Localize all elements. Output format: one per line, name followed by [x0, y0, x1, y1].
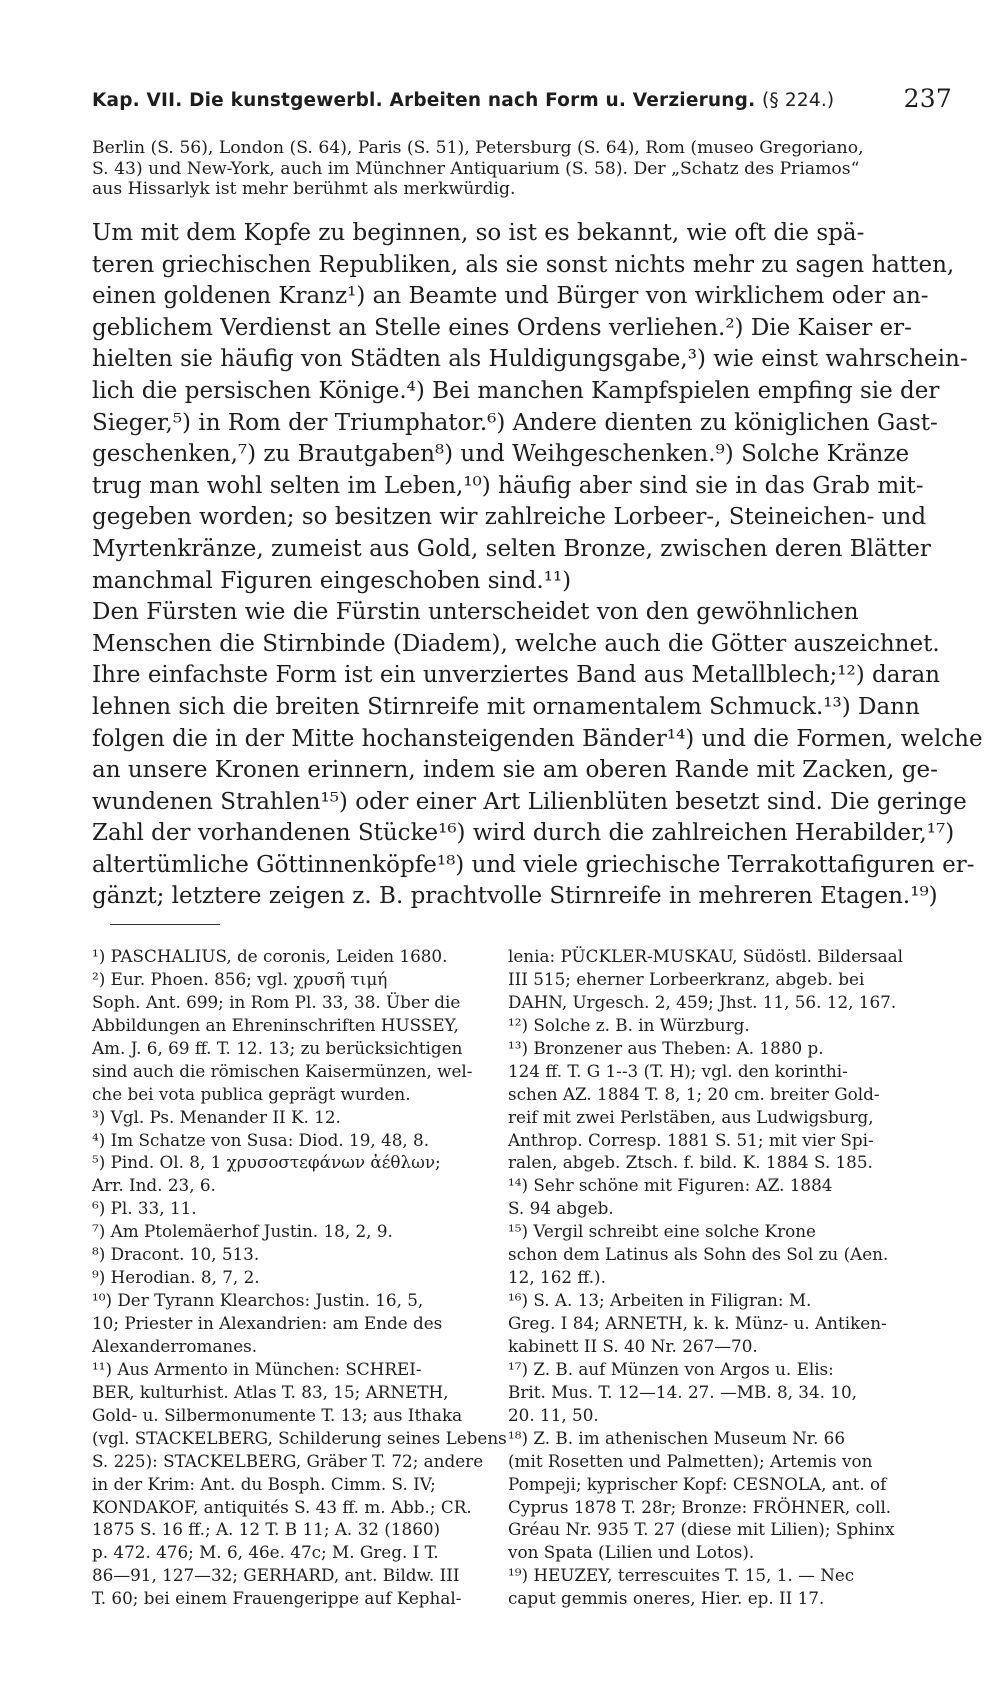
body-line: geblichem Verdienst an Stelle eines Ordens verliehen.²) Die Kaiser er- [92, 314, 912, 341]
body-line: Menschen die Stirnbinde (Diadem), welche auch die Götter auszeichnet. [92, 630, 940, 657]
footnote-line: Pompeji; kyprischer Kopf: CESNOLA, ant. of [508, 1473, 887, 1494]
body-line: Den Fürsten wie die Fürstin unterscheidet von den gewöhnlichen [92, 599, 859, 626]
footnote-line: ¹⁵) Vergil schreibt eine solche Krone [508, 1221, 816, 1242]
main-text [92, 218, 983, 913]
body-line: gänzt; letztere zeigen z. B. prachtvolle Stirnreife in mehreren Etagen.¹⁹) [92, 883, 938, 910]
footnote-line: Am. J. 6, 69 ff. T. 12. 13; zu berücksichtigen [92, 1037, 463, 1058]
footnote-line: 12, 162 ff.). [508, 1267, 606, 1288]
body-line: Um mit dem Kopfe zu beginnen, so ist es bekannt, wie oft die spä- [92, 220, 865, 246]
body-line: wundenen Strahlen¹⁵) oder einer Art Lilienblüten besetzt sind. Die geringe [92, 788, 967, 815]
body-line: folgen die in der Mitte hochansteigenden Bänder¹⁴) und die Formen, welche [92, 725, 983, 752]
footnote-line: ¹⁷) Z. B. auf Münzen von Argos u. Elis: [508, 1358, 834, 1379]
footnote-line: reif mit zwei Perlstäben, aus Ludwigsburg, [508, 1106, 874, 1127]
body-line: lich die persischen Könige.⁴) Bei manchen Kampfspielen empfing sie der [92, 377, 940, 404]
footnote-line: Soph. Ant. 699; in Rom Pl. 33, 38. Über die [92, 991, 461, 1012]
footnote-line: ¹⁴) Sehr schöne mit Figuren: AZ. 1884 [508, 1175, 833, 1196]
footnote-line: Cyprus 1878 T. 28r; Bronze: FRÖHNER, coll. [508, 1496, 892, 1517]
intro-line: aus Hissarlyk ist mehr berühmt als merkwürdig. [92, 179, 516, 199]
footnote-line: ¹²) Solche z. B. in Würzburg. [508, 1014, 750, 1035]
body-line: altertümliche Göttinnenköpfe¹⁸) und viele griechische Terrakottafiguren er- [92, 851, 975, 878]
footnote-line: Arr. Ind. 23, 6. [92, 1175, 216, 1196]
footnote-line: p. 472. 476; M. 6, 46e. 47c; M. Greg. I T. [92, 1542, 439, 1563]
footnote-line: ⁴) Im Schatze von Susa: Diod. 19, 48, 8. [92, 1129, 430, 1150]
running-head [92, 84, 952, 124]
footnote-line: KONDAKOF, antiquités S. 43 ff. m. Abb.; CR. [92, 1496, 472, 1517]
footnote-separator [110, 924, 220, 925]
chapter-title: Kap. VII. Die kunstgewerbl. Arbeiten nach Form u. Verzierung. [92, 90, 756, 111]
footnote-line: Alexanderromanes. [92, 1335, 258, 1356]
footnote-line: in der Krim: Ant. du Bosph. Cimm. S. IV; [92, 1473, 436, 1494]
footnote-line: ²) Eur. Phoen. 856; vgl. χρυσῆ τιμή [92, 968, 388, 989]
footnote-line: schen AZ. 1884 T. 8, 1; 20 cm. breiter Gold- [508, 1083, 880, 1104]
footnote-line: sind auch die römischen Kaisermünzen, wel- [92, 1060, 473, 1081]
footnote-line: ³) Vgl. Ps. Menander II K. 12. [92, 1106, 341, 1127]
footnote-line: T. 60; bei einem Frauengerippe auf Kephal- [92, 1588, 462, 1609]
footnote-line: ⁵) Pind. Ol. 8, 1 χρυσοστεφάνων ἀέθλων; [92, 1152, 441, 1173]
footnote-line: 20. 11, 50. [508, 1404, 599, 1425]
footnote-line: kabinett II S. 40 Nr. 267—70. [508, 1335, 758, 1356]
footnote-line: Gold- u. Silbermonumente T. 13; aus Ithaka [92, 1404, 463, 1425]
footnote-line: von Spata (Lilien und Lotos). [508, 1542, 755, 1563]
footnote-line: Greg. I 84; ARNETH, k. k. Münz- u. Antiken- [508, 1313, 887, 1333]
intro-line: Berlin (S. 56), London (S. 64), Paris (S. 51), Petersburg (S. 64), Rom (museo Gregoriano, [92, 138, 864, 158]
footnote-line: (mit Rosetten und Palmetten); Artemis von [508, 1450, 873, 1471]
footnote-line: caput gemmis oneres, Hier. ep. II 17. [508, 1588, 825, 1609]
footnote-line: 86—91, 127—32; GERHARD, ant. Bildw. III [92, 1565, 460, 1586]
footnote-line: 124 ff. T. G 1--3 (T. H); vgl. den korinthi- [508, 1060, 848, 1081]
section-ref: (§ 224.) [761, 90, 835, 111]
body-line: Zahl der vorhandenen Stücke¹⁶) wird durch die zahlreichen Herabilder,¹⁷) [92, 820, 955, 847]
footnote-line: ¹⁹) HEUZEY, terrescuites T. 15, 1. — Nec [508, 1565, 855, 1586]
footnote-line: (vgl. STACKELBERG, Schilderung seines Lebens [92, 1427, 507, 1448]
footnote-line: ⁶) Pl. 33, 11. [92, 1198, 197, 1219]
footnote-line: S. 225): STACKELBERG, Gräber T. 72; andere [92, 1450, 484, 1471]
footnote-line: Gréau Nr. 935 T. 27 (diese mit Lilien); Sphinx [508, 1519, 895, 1540]
footnotes-right-column [508, 945, 954, 1610]
footnote-line: ¹³) Bronzener aus Theben: A. 1880 p. [508, 1037, 824, 1058]
body-line: einen goldenen Kranz¹) an Beamte und Bürger von wirklichem oder an- [92, 283, 929, 310]
footnote-line: ⁹) Herodian. 8, 7, 2. [92, 1267, 260, 1288]
intro-paragraph [92, 138, 954, 200]
body-line: Ihre einfachste Form ist ein unverziertes Band aus Metallblech;¹²) daran [92, 662, 940, 689]
footnote-line: Brit. Mus. T. 12—14. 27. —MB. 8, 34. 10, [508, 1381, 857, 1402]
footnote-line: ¹⁸) Z. B. im athenischen Museum Nr. 66 [508, 1427, 846, 1448]
body-line: lehnen sich die breiten Stirnreife mit ornamentalem Schmuck.¹³) Dann [92, 693, 920, 720]
body-line: Myrtenkränze, zumeist aus Gold, selten Bronze, zwischen deren Blätter [92, 535, 931, 562]
footnote-line: III 515; eherner Lorbeerkranz, abgeb. bei [508, 968, 865, 989]
body-line: manchmal Figuren eingeschoben sind.¹¹) [92, 567, 572, 594]
footnote-line: 10; Priester in Alexandrien: am Ende des [92, 1313, 443, 1333]
body-line: hielten sie häufig von Städten als Huldigungsgabe,³) wie einst wahrschein- [92, 346, 968, 373]
footnote-line: lenia: PÜCKLER-MUSKAU, Südöstl. Bildersaal [508, 946, 904, 966]
intro-line: S. 43) und New-York, auch im Münchner Antiquarium (S. 58). Der „Schatz des Priamos“ [92, 158, 860, 179]
footnote-line: ralen, abgeb. Ztsch. f. bild. K. 1884 S. 185. [508, 1152, 873, 1173]
body-line: trug man wohl selten im Leben,¹⁰) häufig aber sind sie in das Grab mit- [92, 472, 924, 499]
footnote-line: ⁷) Am Ptolemäerhof Justin. 18, 2, 9. [92, 1221, 393, 1242]
footnote-line: ⁸) Dracont. 10, 513. [92, 1244, 260, 1265]
footnote-line: ¹¹) Aus Armento in München: SCHREI- [92, 1358, 422, 1379]
body-line: an unsere Kronen erinnern, indem sie am oberen Rande mit Zacken, ge- [92, 757, 938, 784]
footnote-line: DAHN, Urgesch. 2, 459; Jhst. 11, 56. 12, 167. [508, 991, 897, 1012]
footnote-line: che bei vota publica geprägt wurden. [92, 1083, 411, 1104]
body-line: teren griechischen Republiken, als sie sonst nichts mehr zu sagen hatten, [92, 251, 955, 278]
page-number: 237 [903, 84, 952, 113]
footnote-line: ¹⁶) S. A. 13; Arbeiten in Filigran: M. [508, 1290, 812, 1311]
body-line: gegeben worden; so besitzen wir zahlreiche Lorbeer-, Steineichen- und [92, 504, 927, 531]
running-head-title [92, 90, 834, 111]
footnote-line: ¹⁰) Der Tyrann Klearchos: Justin. 16, 5, [92, 1290, 424, 1311]
footnotes-left-column [92, 945, 507, 1610]
footnote-line: Abbildungen an Ehreninschriften HUSSEY, [92, 1014, 459, 1035]
footnote-line: schon dem Latinus als Sohn des Sol zu (Aen. [508, 1244, 889, 1265]
footnote-line: 1875 S. 16 ff.; A. 12 T. B 11; A. 32 (1860) [92, 1519, 441, 1540]
footnote-line: Anthrop. Corresp. 1881 S. 51; mit vier Spi- [508, 1129, 874, 1150]
footnote-line: ¹) PASCHALIUS, de coronis, Leiden 1680. [92, 946, 448, 966]
footnote-line: BER, kulturhist. Atlas T. 83, 15; ARNETH, [92, 1381, 449, 1402]
body-line: geschenken,⁷) zu Brautgaben⁸) und Weihgeschenken.⁹) Solche Kränze [92, 441, 910, 468]
footnote-line: S. 94 abgeb. [508, 1198, 614, 1219]
body-line: Sieger,⁵) in Rom der Triumphator.⁶) Andere dienten zu königlichen Gast- [92, 409, 938, 436]
